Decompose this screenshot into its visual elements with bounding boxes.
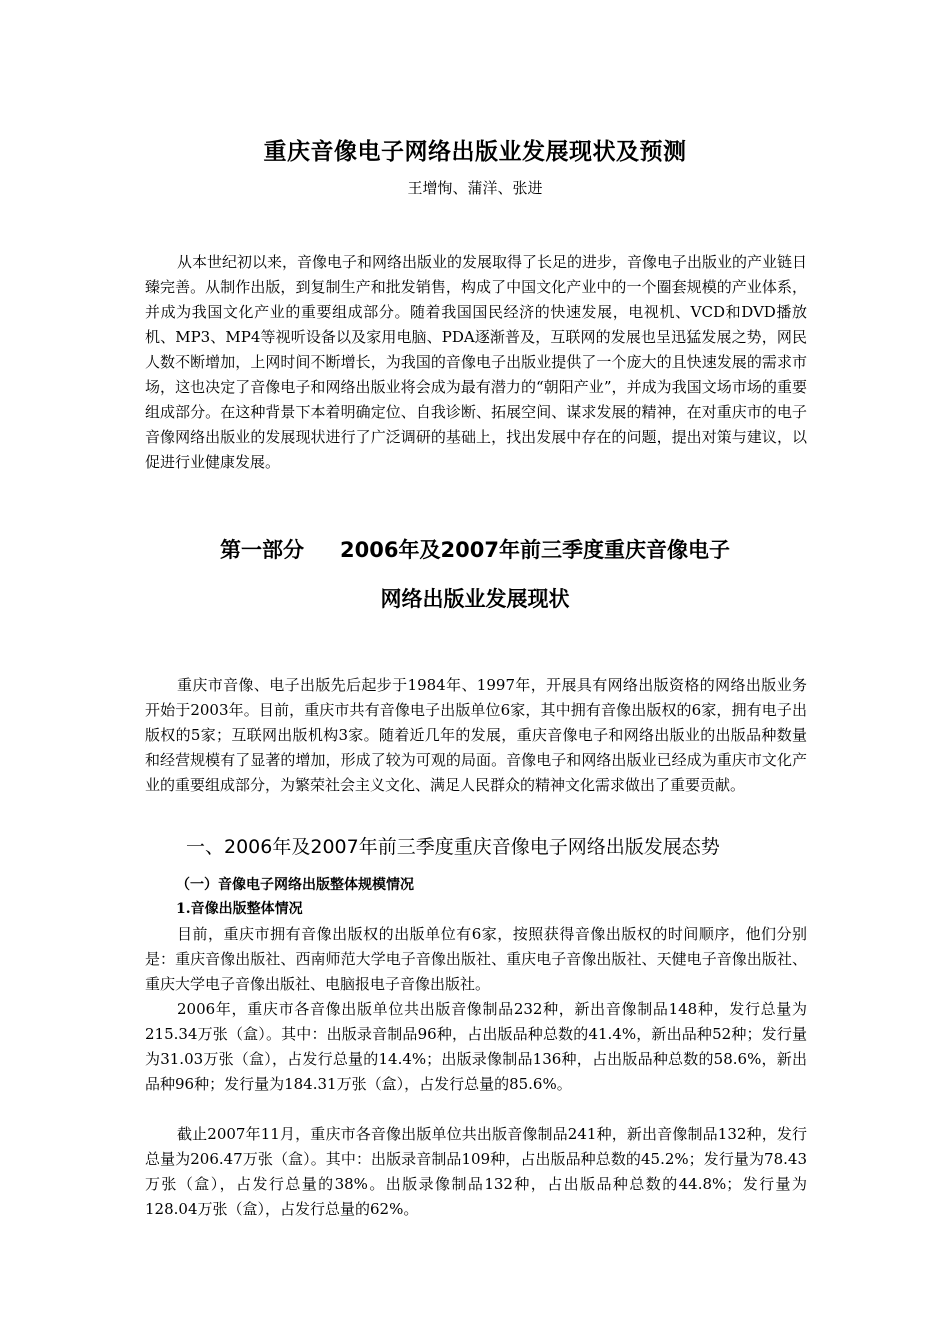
section1-paragraph-2: 2006年，重庆市各音像出版单位共出版音像制品232种，新出音像制品148种，发行总量为215.34万张（盒）。其中：出版录音制品96种，占出版品种总数的41.4%，新出品种52种；发行量为31.03万张（盒），占发行总量的14.4%；出版录像制品136种，占出版品种总数的58.6%，新出品种96种；发行量为184.31万张（盒），占发行总量的85.6%。	[145, 1000, 807, 1093]
subsub-heading: 1.音像出版整体情况	[176, 901, 303, 917]
sub-heading: （一）音像电子网络出版整体规模情况	[176, 877, 414, 893]
section-heading: 一、2006年及2007年前三季度重庆音像电子网络出版发展态势	[186, 836, 720, 858]
section1-paragraph-1: 目前，重庆市拥有音像出版权的出版单位有6家，按照获得音像出版权的时间顺序，他们分别是：重庆音像出版社、西南师范大学电子音像出版社、重庆电子音像出版社、天健电子音像出版社、重庆大学电子音像出版社、电脑报电子音像出版社。	[145, 925, 807, 993]
part-heading-text: 2006年及2007年前三季度重庆音像电子	[340, 538, 730, 562]
part-heading-line1	[0, 536, 950, 564]
part-label: 第一部分	[220, 538, 305, 562]
document-title: 重庆音像电子网络出版业发展现状及预测	[263, 139, 687, 165]
part-heading-line2: 网络出版业发展现状	[380, 587, 570, 611]
document-authors: 王增恂、蒲洋、张进	[407, 179, 543, 197]
part1-paragraph: 重庆市音像、电子出版先后起步于1984年、1997年，开展具有网络出版资格的网络出版业务开始于2003年。目前，重庆市共有音像电子出版单位6家，其中拥有音像出版权的6家，拥有电子出版权的5家；互联网出版机构3家。随着近几年的发展，重庆音像电子和网络出版业的出版品种数量和经营规模有了显著的增加，形成了较为可观的局面。音像电子和网络出版业已经成为重庆市文化产业的重要组成部分，为繁荣社会主义文化、满足人民群众的精神文化需求做出了重要贡献。	[145, 676, 807, 794]
intro-paragraph: 从本世纪初以来，音像电子和网络出版业的发展取得了长足的进步，音像电子出版业的产业链日臻完善。从制作出版，到复制生产和批发销售，构成了中国文化产业中的一个圈套规模的产业体系，并成为我国文化产业的重要组成部分。随着我国国民经济的快速发展，电视机、VCD和DVD播放机、MP3、MP4等视听设备以及家用电脑、PDA逐渐普及，互联网的发展也呈迅猛发展之势，网民人数不断增加，上网时间不断增长，为我国的音像电子出版业提供了一个庞大的且快速发展的需求市场，这也决定了音像电子和网络出版业将会成为最有潜力的“朝阳产业”，并成为我国文场市场的重要组成部分。在这种背景下本着明确定位、自我诊断、拓展空间、谋求发展的精神，在对重庆市的电子音像网络出版业的发展现状进行了广泛调研的基础上，找出发展中存在的问题，提出对策与建议，以促进行业健康发展。	[145, 253, 808, 471]
section1-paragraph-3: 截止2007年11月，重庆市各音像出版单位共出版音像制品241种，新出音像制品132种，发行总量为206.47万张（盒）。其中：出版录音制品109种，占出版品种总数的45.2%；发行量为78.43万张（盒），占发行总量的38%。出版录像制品132种，占出版品种总数的44.8%；发行量为128.04万张（盒），占发行总量的62%。	[145, 1125, 807, 1218]
